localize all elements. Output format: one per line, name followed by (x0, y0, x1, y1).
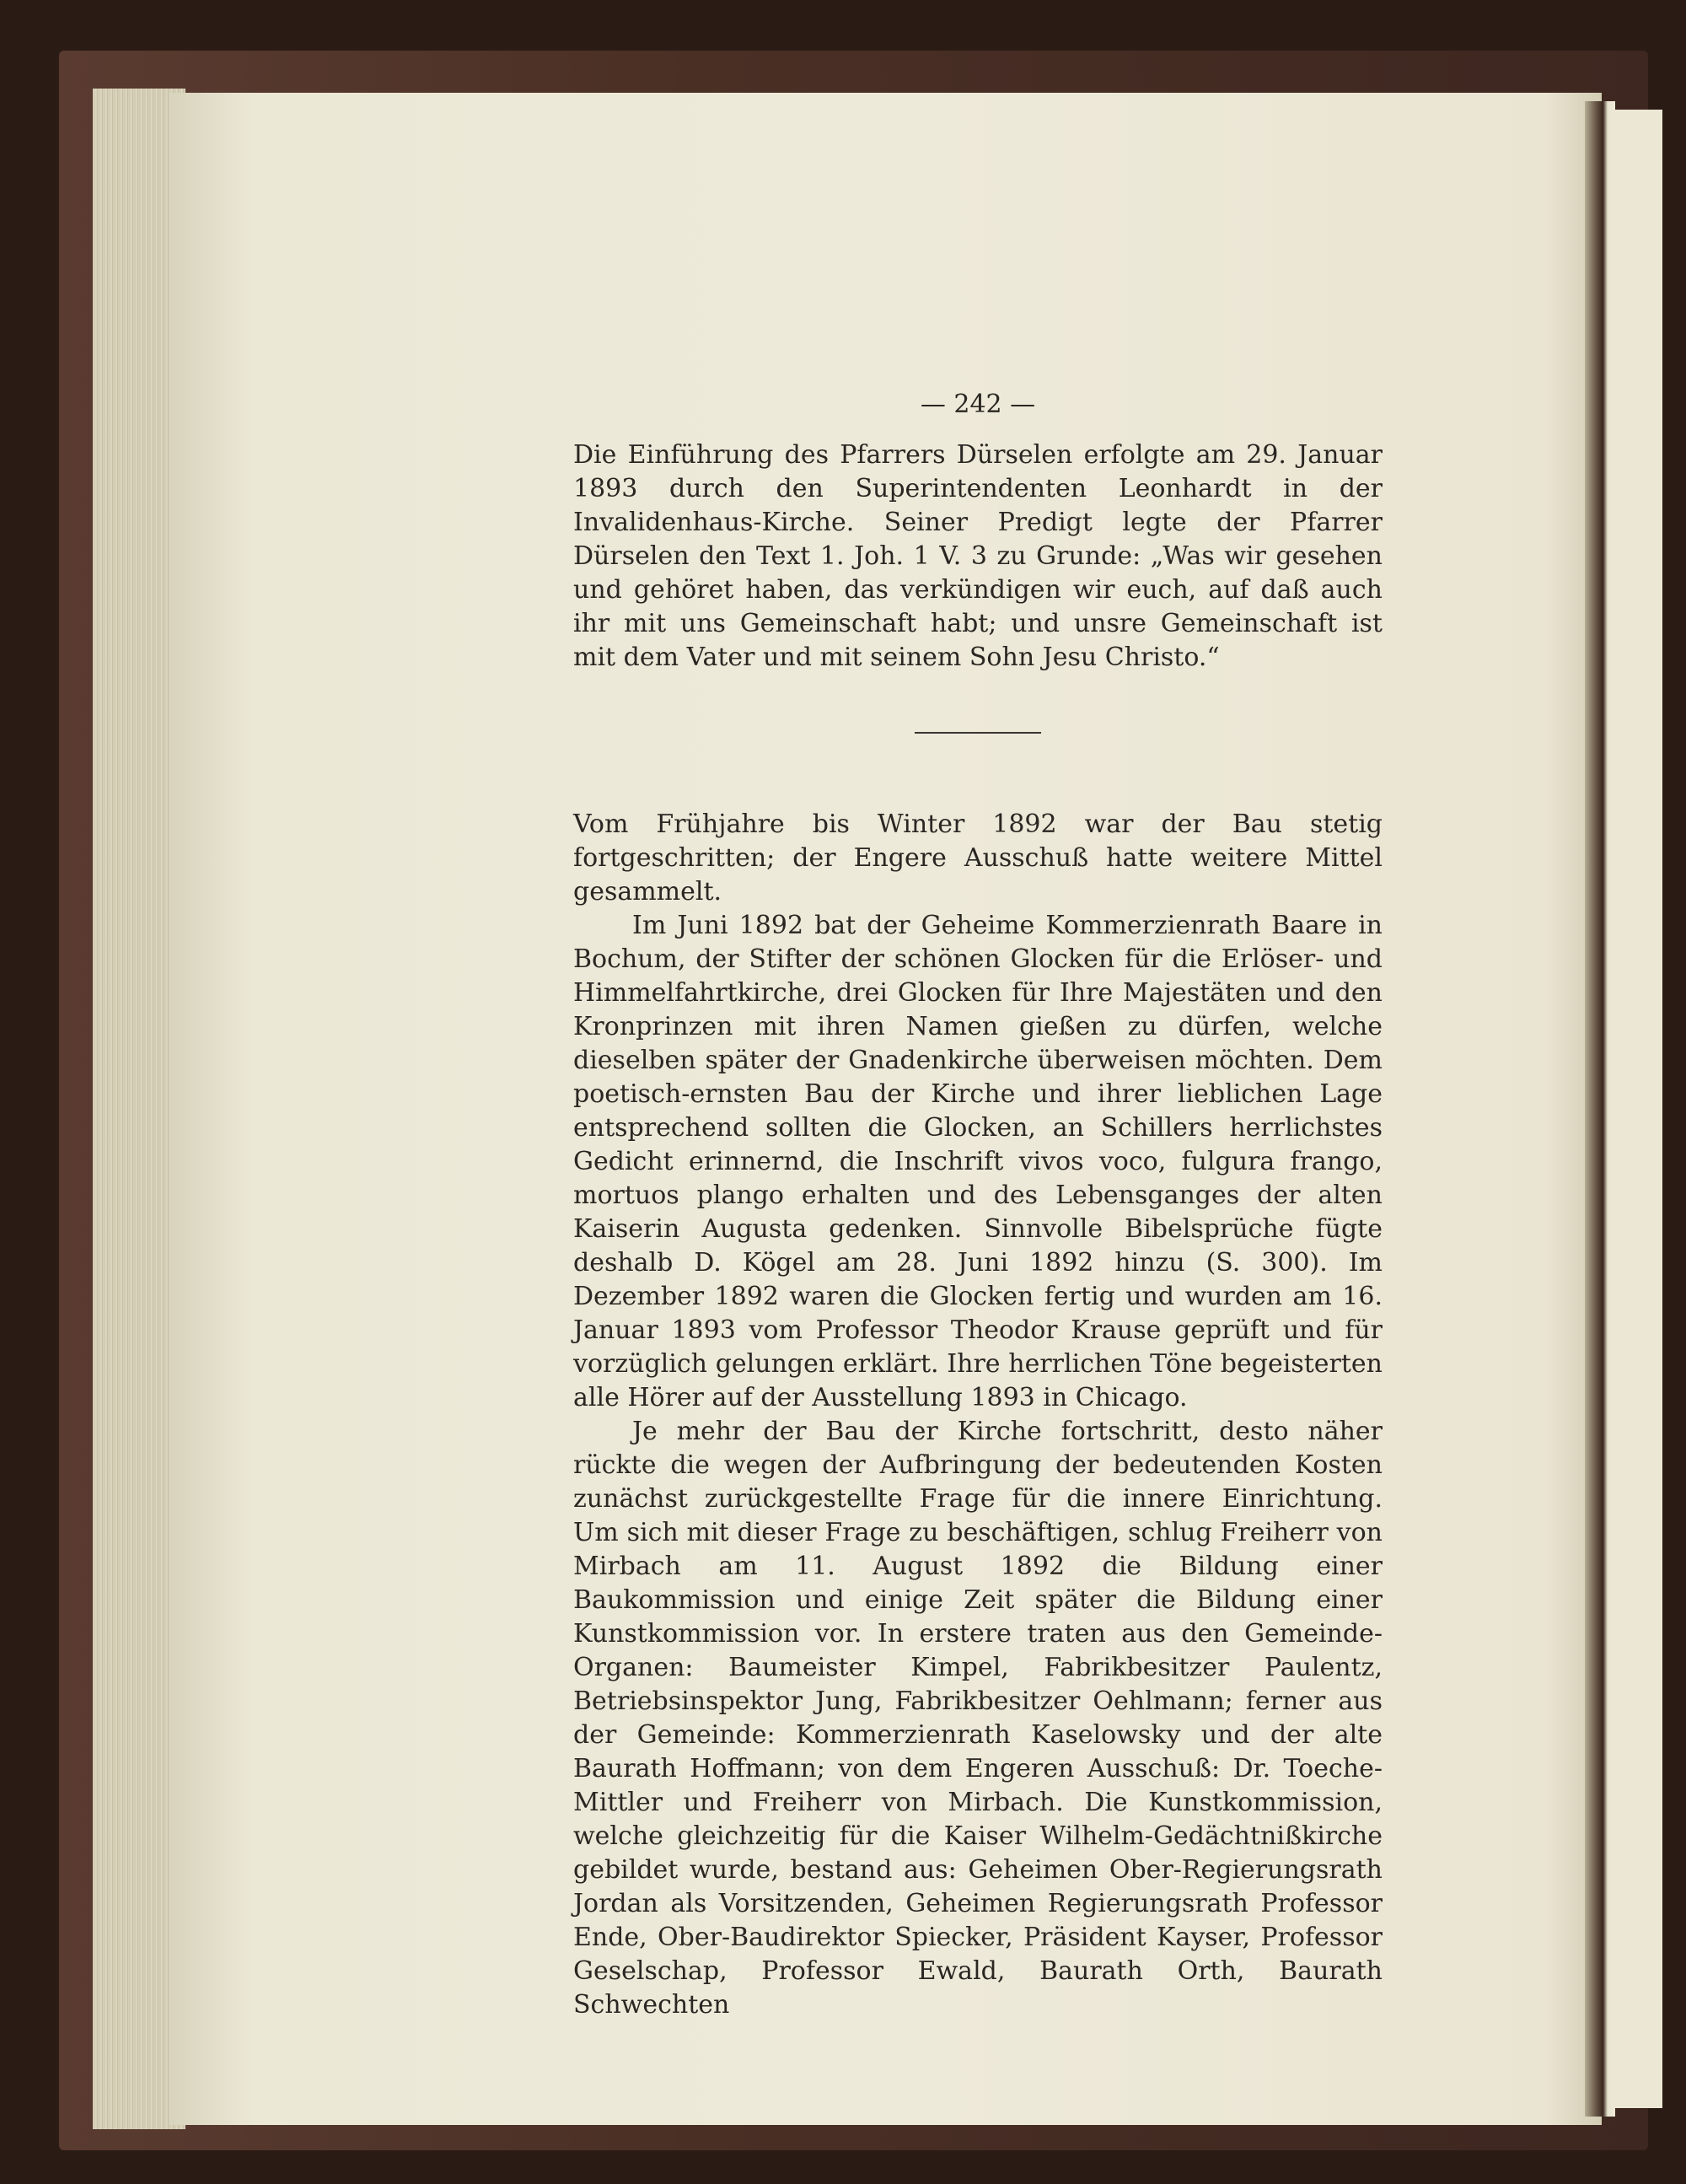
book-gutter (1585, 101, 1615, 2117)
section-divider (915, 732, 1041, 734)
paragraph-introduction: Die Einführung des Pfarrers Dürselen erfolgte am 29. Januar 1893 durch den Superintendenten Leonhardt in der Invalidenhaus-Kirche. Seiner Predigt legte der Pfarrer Dürselen den Text 1. Joh. 1 V. 3 zu Grunde: „Was wir gesehen und gehöret haben, das verkündigen wir euch, auf daß auch ihr mit uns Gemeinschaft habt; und unsre Gemeinschaft ist mit dem Vater und mit seinem Sohn Jesu Christo.“ (573, 440, 1383, 672)
paragraph-construction: Vom Frühjahre bis Winter 1892 war der Bau stetig fortgeschritten; der Engere Ausschuß hatte weitere Mittel gesammelt. (573, 810, 1383, 906)
next-page-edge (1612, 110, 1662, 2108)
paragraph-commissions: Je mehr der Bau der Kirche fortschritt, desto näher rückte die wegen der Aufbringung der bedeutenden Kosten zunächst zurückgestellte Frage für die innere Einrichtung. Um sich mit dieser Frage zu beschäftigen, schlug Freiherr von Mirbach am 11. August 1892 die Bildung einer Baukommission und einige Zeit später die Bildung einer Kunstkommission vor. In erstere traten aus den Gemeinde-Organen: Baumeister Kimpel, Fabrikbesitzer Paulentz, Betriebsinspektor Jung, Fabrikbesitzer Oehlmann; ferner aus der Gemeinde: Kommerzienrath Kaselowsky und der alte Baurath Hoffmann; von dem Engeren Ausschuß: Dr. Toeche-Mittler und Freiherr von Mirbach. Die Kunstkommission, welche gleichzeitig für die Kaiser Wilhelm-Gedächtnißkirche gebildet wurde, bestand aus: Geheimen Ober-Regierungsrath Jordan als Vorsitzenden, Geheimen Regierungsrath Professor Ende, Ober-Baudirektor Spiecker, Präsident Kayser, Professor Geselschap, Professor Ewald, Baurath Orth, Baurath Schwechten (573, 1417, 1383, 2020)
page-number: — 242 — (920, 390, 1036, 419)
page-content (573, 388, 1383, 2022)
paragraph-bells: Im Juni 1892 bat der Geheime Kommerzienrath Baare in Bochum, der Stifter der schönen Glocken für die Erlöser- und Himmelfahrtkirche, drei Glocken für Ihre Majestäten und den Kronprinzen mit ihren Namen gießen zu dürfen, welche dieselben später der Gnadenkirche überweisen möchten. Dem poetisch-ernsten Bau der Kirche und ihrer lieblichen Lage entsprechend sollten die Glocken, an Schillers herrlichstes Gedicht erinnernd, die Inschrift vivos voco, fulgura frango, mortuos plango erhalten und des Lebensganges der alten Kaiserin Augusta gedenken. Sinnvolle Bibelsprüche fügte deshalb D. Kögel am 28. Juni 1892 hinzu (S. 300). Im Dezember 1892 waren die Glocken fertig und wurden am 16. Januar 1893 vom Professor Theodor Krause geprüft und für vorzüglich gelungen erklärt. Ihre herrlichen Töne begeisterten alle Hörer auf der Ausstellung 1893 in Chicago. (573, 911, 1383, 1412)
